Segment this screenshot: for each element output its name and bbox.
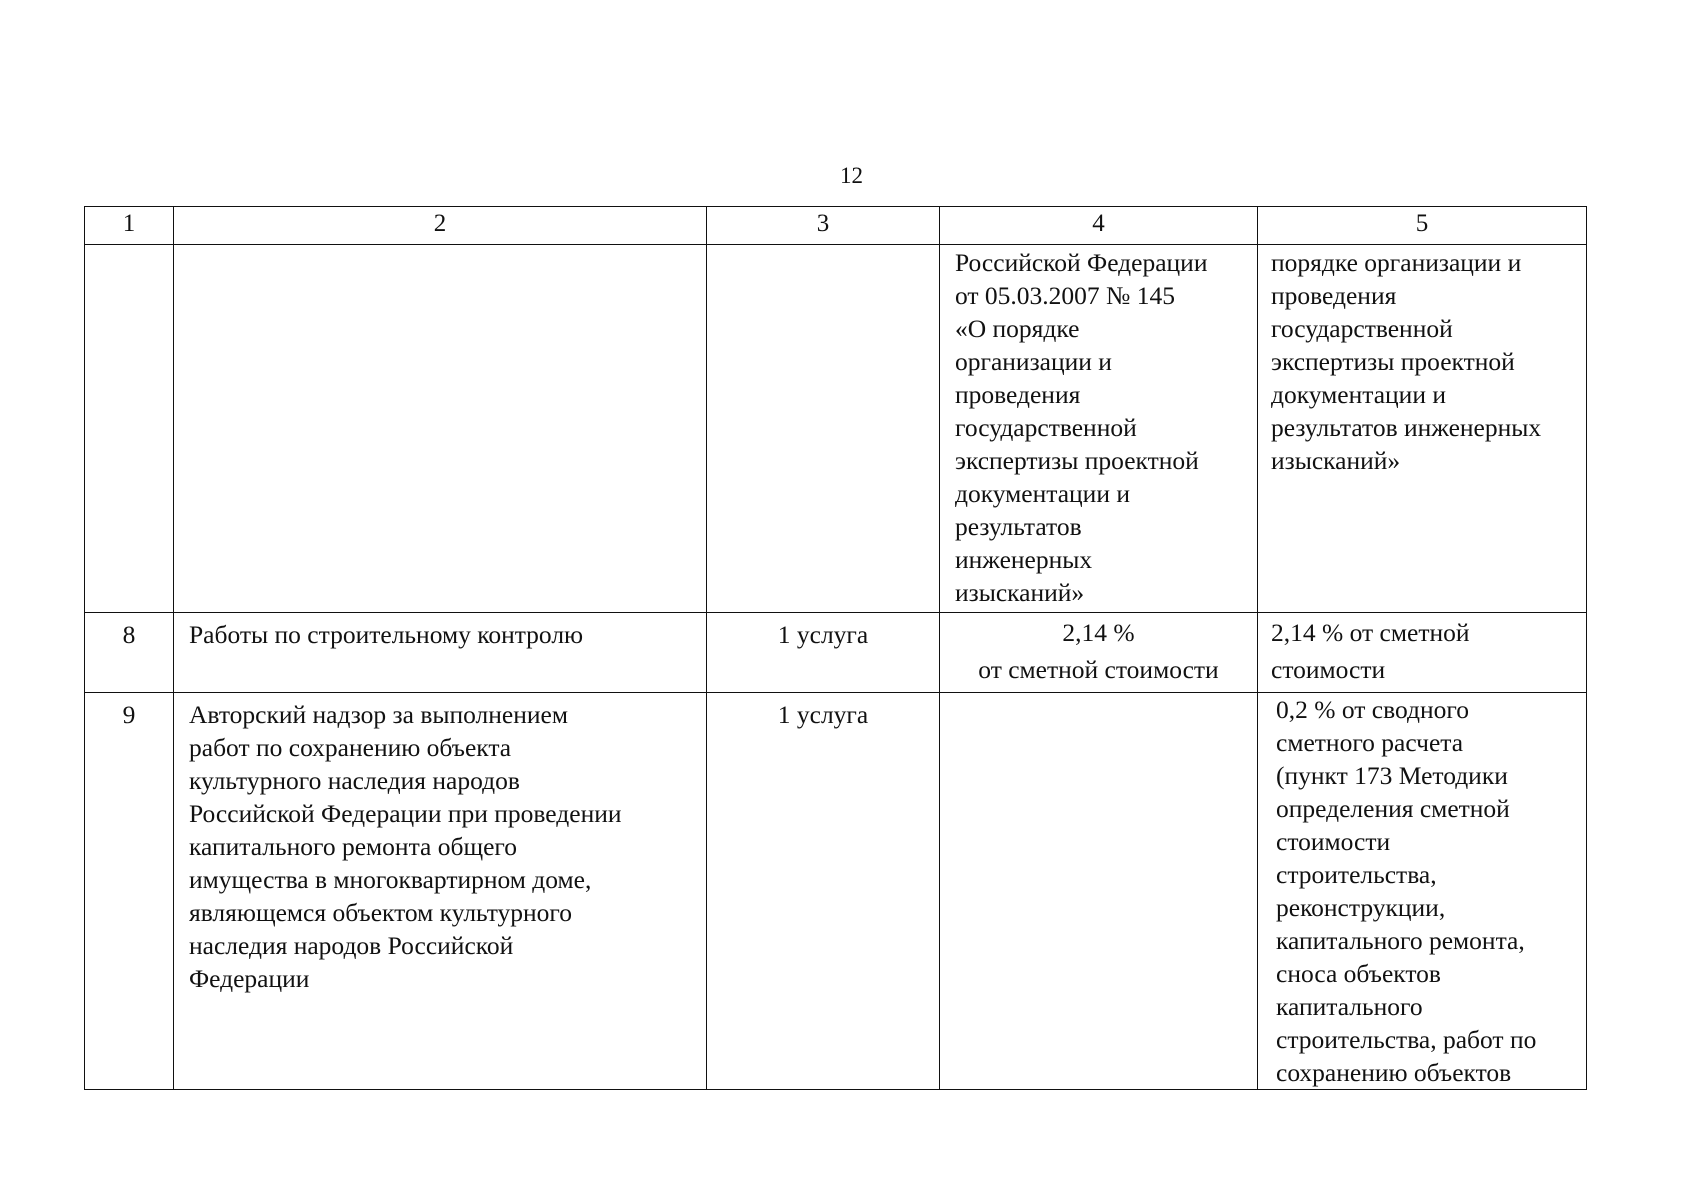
text-line: инженерных [955,545,1093,574]
text-line: стоимости [1276,827,1391,856]
text-line: Работы по строительному контролю [189,620,584,649]
cont-col-5 [1258,245,1587,613]
text-line: определения сметной [1276,794,1510,823]
header-col-5: 5 [1258,207,1587,245]
page-number: 12 [840,163,863,188]
text-line: порядке организации и [1271,248,1522,277]
text-line: государственной [1271,314,1453,343]
text-line: капитального ремонта, [1276,926,1525,955]
text-line: изысканий» [1271,446,1401,475]
cont-col-4 [940,245,1258,613]
row-number [85,613,174,693]
service-col-4 [940,613,1258,693]
service-col-4-text [940,613,1257,688]
cont-col-3 [707,245,940,613]
header-col-1: 1 [85,207,174,245]
text-line: Российской Федерации [955,248,1208,277]
table-row [85,613,1587,693]
text-line: результатов инженерных [1271,413,1542,442]
text-line: 2,14 % [1062,618,1135,647]
text-line: культурного наследия народов [189,766,520,795]
text-line: имущества в многоквартирном доме, [189,865,592,894]
cont-col-2 [174,245,707,613]
row-number [85,693,174,1090]
service-col-5-text [1258,693,1586,1089]
text-line: Российской Федерации при проведении [189,799,622,828]
text-line: Федерации [189,964,310,993]
row-number-text: 8 [122,620,136,649]
table-header-row [85,207,1587,245]
cont-col-5-text [1258,245,1586,477]
text-line: стоимости [1271,655,1386,684]
cont-col-1 [85,245,174,613]
header-col-4: 4 [940,207,1258,245]
service-name-text [174,693,706,995]
text-line: организации и [955,347,1112,376]
text-line: строительства, [1276,860,1437,889]
service-name-text [174,613,706,651]
text-line: 2,14 % от сметной [1271,618,1470,647]
text-line: сохранению объектов [1276,1058,1512,1087]
text-line: от сметной стоимости [978,655,1219,684]
text-line: работ по сохранению объекта [189,733,512,762]
text-line: 0,2 % от сводного [1276,695,1469,724]
text-line: капитального [1276,992,1423,1021]
service-col-4-text [940,693,1257,698]
row-number-text: 9 [122,700,136,729]
cont-col-4-text [940,245,1257,609]
text-line: изысканий» [955,578,1085,607]
text-line: документации и [1271,380,1447,409]
text-line: капитального ремонта общего [189,832,517,861]
text-line: государственной [955,413,1137,442]
services-table [84,206,1587,1090]
table-row [85,693,1587,1090]
text-line: (пункт 173 Методики [1276,761,1508,790]
text-line: проведения [955,380,1081,409]
header-col-2: 2 [174,207,707,245]
text-line: проведения [1271,281,1397,310]
table-row-continuation [85,245,1587,613]
text-line: строительства, работ по [1276,1025,1537,1054]
text-line: сметного расчета [1276,728,1464,757]
service-unit-text: 1 услуга [777,700,869,729]
header-col-3: 3 [707,207,940,245]
service-col-4 [940,693,1258,1090]
service-unit [707,613,940,693]
text-line: Авторский надзор за выполнением [189,700,568,729]
service-col-5 [1258,693,1587,1090]
text-line: сноса объектов [1276,959,1441,988]
text-line: наследия народов Российской [189,931,514,960]
service-col-5 [1258,613,1587,693]
text-line: реконструкции, [1276,893,1446,922]
text-line: экспертизы проектной [1271,347,1515,376]
service-unit [707,693,940,1090]
text-line: «О порядке [955,314,1080,343]
service-unit-text: 1 услуга [777,620,869,649]
service-name [174,613,707,693]
text-line: являющемся объектом культурного [189,898,572,927]
text-line: документации и [955,479,1131,508]
text-line: экспертизы проектной [955,446,1199,475]
service-name [174,693,707,1090]
text-line: от 05.03.2007 № 145 [955,281,1176,310]
text-line: результатов [955,512,1082,541]
service-col-5-text [1258,613,1586,688]
